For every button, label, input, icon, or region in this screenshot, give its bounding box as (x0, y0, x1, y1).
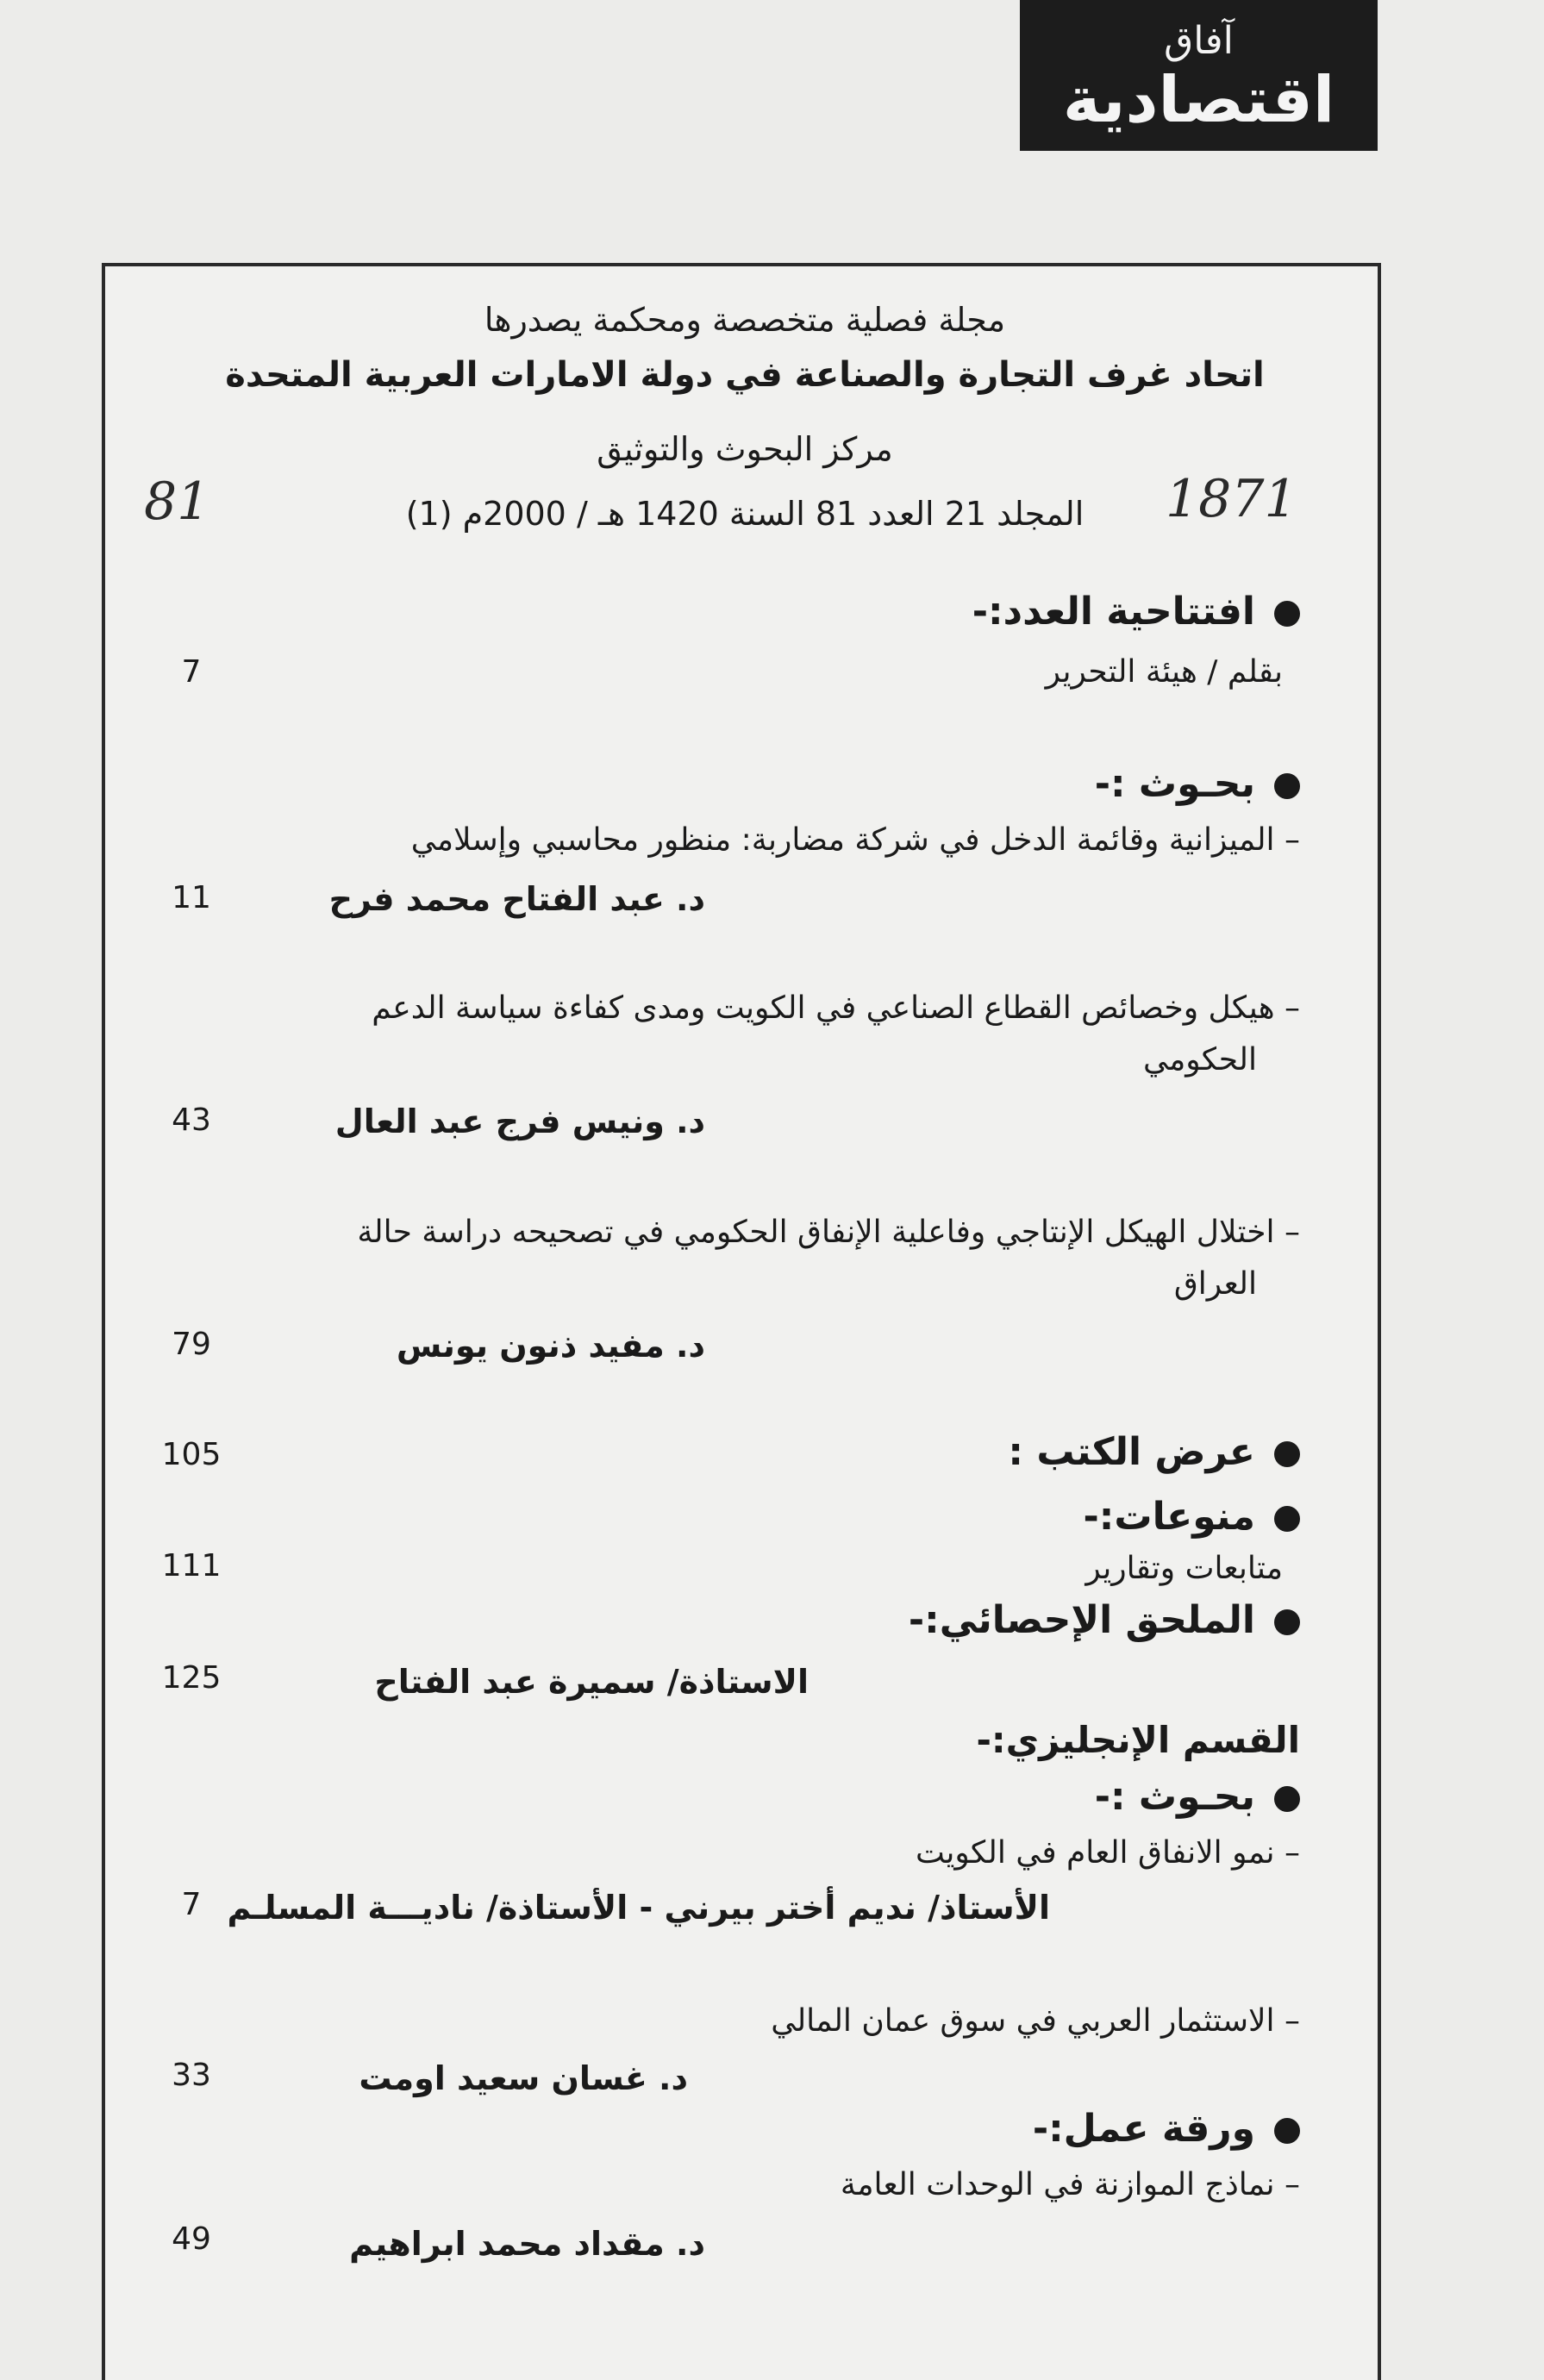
section-books: عرض الكتب : (1008, 1430, 1300, 1474)
page-number: 111 (161, 1548, 222, 1584)
header-volume: المجلد 21 العدد 81 السنة 1420 هـ / 2000م (1) (405, 495, 1085, 533)
article-title: – الميزانية وقائمة الدخل في شركة مضاربة: منظور محاسبي وإسلامي (410, 822, 1300, 858)
bullet-icon (1274, 1786, 1300, 1812)
article-title: – هيكل وخصائص القطاع الصناعي في الكويت ومدى كفاءة سياسة الدعم (372, 990, 1300, 1026)
article-title: – اختلال الهيكل الإنتاجي وفاعلية الإنفاق الحكومي في تصحيحه دراسة حالة (357, 1215, 1300, 1250)
contents-frame (102, 263, 1381, 2380)
section-english-research: بحـوث :- (1095, 1775, 1300, 1819)
article-authors: الأستاذ/ نديم أختر بيرني - الأستاذة/ ناديـــة المسلـم (227, 1889, 1050, 1927)
page-number: 7 (181, 654, 202, 690)
magazine-logo (1020, 0, 1378, 151)
bullet-icon (1274, 1609, 1300, 1635)
header-center: مركز البحوث والتوثيق (597, 430, 893, 468)
bullet-icon (1274, 773, 1300, 799)
article-author: د. عبد الفتاح محمد فرح (328, 880, 705, 918)
article-author: د. غسان سعيد اومت (359, 2059, 688, 2097)
logo-line-1: آفاق (1164, 19, 1234, 63)
article-title: – نماذج الموازنة في الوحدات العامة (840, 2167, 1300, 2202)
page-number: 79 (172, 1327, 211, 1362)
header-publisher: اتحاد غرف التجارة والصناعة في دولة الامارات العربية المتحدة (225, 355, 1265, 395)
article-author: د. ونيس فرج عبد العال (334, 1103, 705, 1140)
section-misc: منوعات:- (1084, 1495, 1300, 1539)
article-title: – نمو الانفاق العام في الكويت (916, 1835, 1300, 1871)
article-author: د. مفيد ذنون يونس (396, 1327, 705, 1365)
bullet-icon (1274, 2118, 1300, 2144)
section-english: القسم الإنجليزي:- (976, 1719, 1300, 1761)
misc-item: متابعات وتقارير (1085, 1551, 1283, 1586)
handwritten-number-left: 81 (144, 472, 210, 532)
stats-author: الاستاذة/ سميرة عبد الفتاح (374, 1663, 809, 1701)
logo-line-2: اقتصادية (1062, 63, 1335, 137)
section-research: بحـوث :- (1095, 762, 1300, 806)
page-number: 7 (181, 1887, 202, 1922)
editorial-item: بقلم / هيئة التحرير (1045, 654, 1283, 690)
page-number: 33 (172, 2058, 211, 2093)
section-working-paper: ورقة عمل:- (1033, 2107, 1300, 2151)
article-title-cont: العراق (1173, 1266, 1257, 1302)
article-title-cont: الحكومي (1143, 1042, 1257, 1078)
bullet-icon (1274, 1506, 1300, 1532)
bullet-icon (1274, 1441, 1300, 1467)
page-number: 105 (161, 1437, 222, 1472)
section-statistics: الملحق الإحصائي:- (909, 1598, 1300, 1642)
section-editorial: افتتاحية العدد:- (972, 590, 1300, 634)
page-number: 49 (172, 2221, 211, 2257)
page-number: 125 (161, 1660, 222, 1696)
page-number: 43 (172, 1103, 211, 1138)
article-author: د. مقداد محمد ابراهيم (349, 2225, 705, 2263)
page-number: 11 (172, 880, 211, 915)
bullet-icon (1274, 601, 1300, 627)
article-title: – الاستثمار العربي في سوق عمان المالي (771, 2003, 1300, 2039)
header-line-1: مجلة فصلية متخصصة ومحكمة يصدرها (484, 301, 1006, 339)
handwritten-number-right: 1871 (1166, 469, 1297, 529)
